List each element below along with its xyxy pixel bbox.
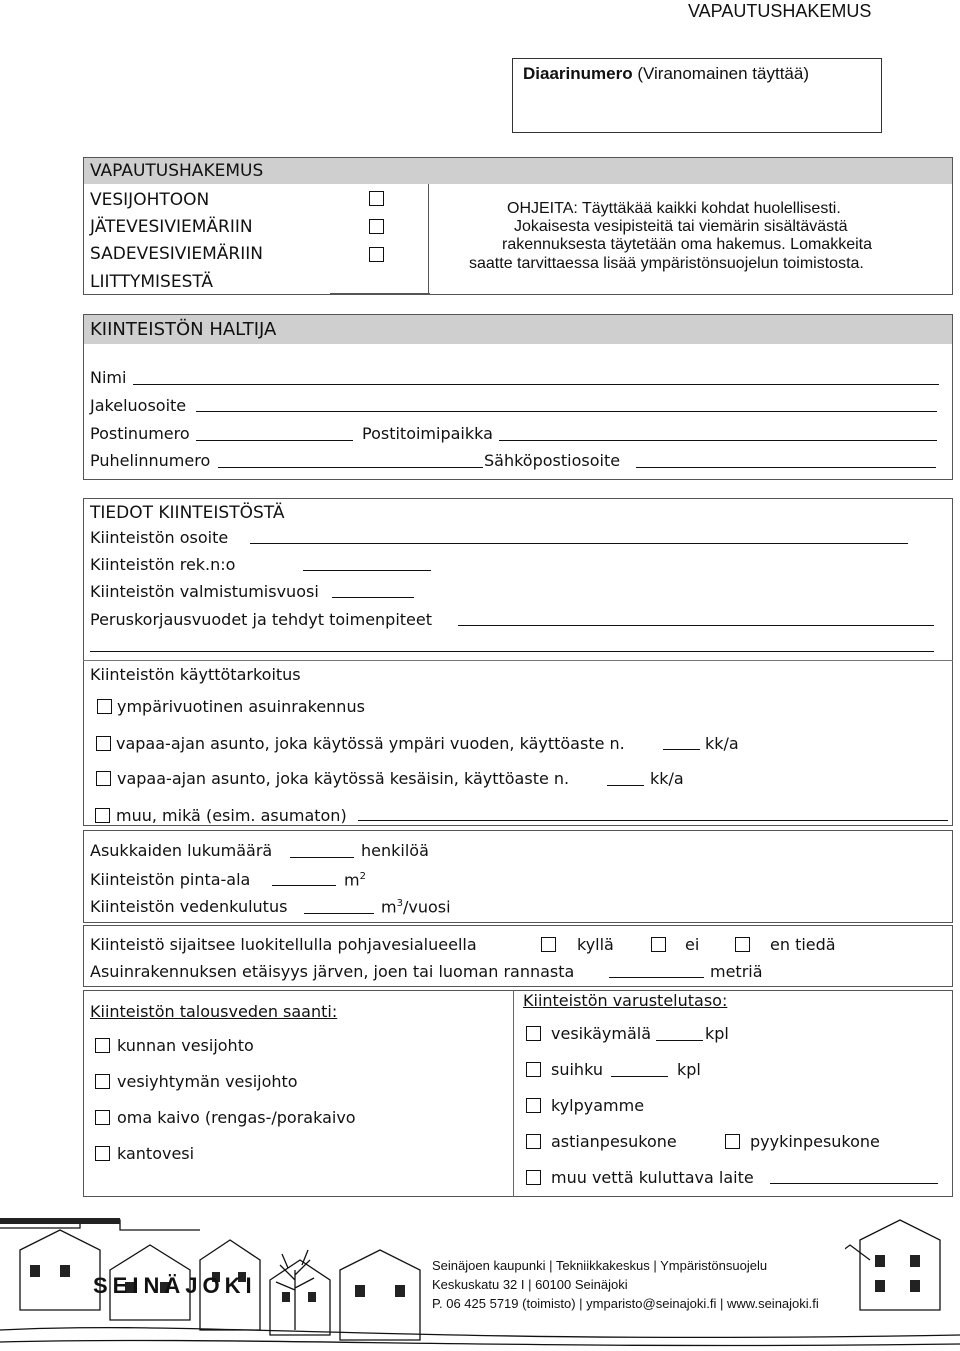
field-peruskorjaus-2[interactable] <box>90 651 934 652</box>
label-vesiyhtyma: vesiyhtymän vesijohto <box>117 1072 298 1091</box>
field-muu[interactable] <box>358 820 948 821</box>
checkbox-kantovesi[interactable] <box>95 1146 110 1161</box>
equipment-title: Kiinteistön varustelutaso: <box>523 991 728 1010</box>
label-nimi: Nimi <box>90 368 127 387</box>
field-postinumero[interactable] <box>196 440 353 441</box>
header-title: VAPAUTUSHAKEMUS <box>90 161 264 181</box>
label-email: Sähköpostiosoite <box>484 451 621 470</box>
supply-title: Kiinteistön talousveden saanti: <box>90 1002 338 1021</box>
header-divider <box>330 293 430 294</box>
supply-vertical-divider <box>513 990 514 1197</box>
instruction-line-3: rakennuksesta täytetään oma hakemus. Lomakkeita <box>502 236 872 253</box>
label-kylla: kyllä <box>577 935 614 954</box>
label-reknro: Kiinteistön rek.n:o <box>90 555 236 574</box>
checkbox-muu-laite[interactable] <box>526 1170 541 1185</box>
header-vertical-divider <box>428 184 429 294</box>
checkbox-vapaa-ajan-ymparivuotinen[interactable] <box>96 736 111 751</box>
checkbox-sadevesi[interactable] <box>369 247 384 262</box>
label-kayttotarkoitus: Kiinteistön käyttötarkoitus <box>90 665 301 684</box>
option-jatevesi: JÄTEVESIVIEMÄRIIN <box>90 217 253 237</box>
label-vapaa-ajan-kesa: vapaa-ajan asunto, joka käytössä kesäisin, käyttöaste n. <box>117 769 570 788</box>
property-title: TIEDOT KIINTEISTÖSTÄ <box>90 503 285 523</box>
unit-kpl-1: kpl <box>705 1024 729 1043</box>
page-title: VAPAUTUSHAKEMUS <box>688 1 872 21</box>
field-email[interactable] <box>636 467 936 468</box>
field-reknro[interactable] <box>303 570 431 571</box>
label-ei: ei <box>685 935 700 954</box>
label-kylpyamme: kylpyamme <box>551 1096 645 1115</box>
checkbox-oma-kaivo[interactable] <box>95 1110 110 1125</box>
checkbox-vesiyhtyma[interactable] <box>95 1074 110 1089</box>
field-muu-laite[interactable] <box>770 1183 938 1184</box>
label-pinta-ala: Kiinteistön pinta-ala <box>90 870 251 889</box>
label-peruskorjaus: Peruskorjausvuodet ja tehdyt toimenpiteet <box>90 610 433 629</box>
label-puhelin: Puhelinnumero <box>90 451 211 470</box>
field-etaisyys[interactable] <box>609 977 704 978</box>
checkbox-pyykinpesukone[interactable] <box>725 1134 740 1149</box>
field-kayttoaste-1[interactable] <box>663 749 700 750</box>
checkbox-suihku[interactable] <box>526 1062 541 1077</box>
unit-m2-sup: 2 <box>359 871 366 882</box>
unit-m3-vuosi <box>381 899 451 915</box>
footer-logo: SEINÄJOKI <box>93 1273 257 1298</box>
unit-kpl-2: kpl <box>677 1060 701 1079</box>
checkbox-vesijohtoon[interactable] <box>369 191 384 206</box>
field-peruskorjaus[interactable] <box>458 625 934 626</box>
holder-title: KIINTEISTÖN HALTIJA <box>90 319 277 340</box>
checkbox-kylpyamme[interactable] <box>526 1098 541 1113</box>
instruction-line-1: OHJEITA: Täyttäkää kaikki kohdat huolellisesti. <box>507 200 841 217</box>
unit-m2 <box>344 872 366 888</box>
field-suihku[interactable] <box>611 1076 668 1077</box>
label-suihku: suihku <box>551 1060 603 1079</box>
field-jakeluosoite[interactable] <box>196 411 937 412</box>
unit-m-2: m <box>381 897 397 917</box>
checkbox-kylla[interactable] <box>541 937 556 952</box>
label-en-tieda: en tiedä <box>770 935 836 954</box>
unit-metria: metriä <box>710 962 763 981</box>
label-pohjavesialue: Kiinteistö sijaitsee luokitellulla pohjavesialueella <box>90 935 477 954</box>
label-kantovesi: kantovesi <box>117 1144 195 1163</box>
label-muu: muu, mikä (esim. asumaton) <box>116 806 347 825</box>
field-nimi[interactable] <box>133 384 939 385</box>
footer-line-3: P. 06 425 5719 (toimisto) | ymparisto@seinajoki.fi | www.seinajoki.fi <box>432 1296 819 1311</box>
diaari-box[interactable] <box>512 58 882 133</box>
section-divider <box>83 660 953 661</box>
unit-vuosi: /vuosi <box>402 897 451 917</box>
field-vedenkulutus[interactable] <box>304 913 374 914</box>
field-puhelin[interactable] <box>218 467 483 468</box>
checkbox-ymparivuotinen[interactable] <box>97 699 112 714</box>
field-postitoimipaikka[interactable] <box>499 440 937 441</box>
supply-section <box>83 990 953 1197</box>
checkbox-en-tieda[interactable] <box>735 937 750 952</box>
unit-henkiloa: henkilöä <box>361 841 429 860</box>
label-pyykinpesukone: pyykinpesukone <box>750 1132 880 1151</box>
checkbox-astianpesukone[interactable] <box>526 1134 541 1149</box>
checkbox-vesikaymala[interactable] <box>526 1026 541 1041</box>
diaari-label: Diaarinumero <box>523 64 633 83</box>
field-kayttoaste-2[interactable] <box>607 785 644 786</box>
field-vesikaymala[interactable] <box>656 1040 703 1041</box>
field-pinta-ala[interactable] <box>272 885 336 886</box>
header-liittymisesta: LIITTYMISESTÄ <box>90 272 214 292</box>
option-sadevesi: SADEVESIVIEMÄRIIN <box>90 244 263 264</box>
checkbox-jatevesi[interactable] <box>369 219 384 234</box>
unit-kkpa-1: kk/a <box>705 734 739 753</box>
label-kunnan-vesijohto: kunnan vesijohto <box>117 1036 254 1055</box>
unit-kkpa-2: kk/a <box>650 769 684 788</box>
field-asukkaat[interactable] <box>290 857 354 858</box>
checkbox-ei[interactable] <box>651 937 666 952</box>
footer-line-2: Keskuskatu 32 I | 60100 Seinäjoki <box>432 1277 628 1292</box>
instruction-line-4: saatte tarvittaessa lisää ympäristönsuojelun toimistosta. <box>469 255 864 272</box>
label-astianpesukone: astianpesukone <box>551 1132 677 1151</box>
label-vapaa-ajan-ymparivuotinen: vapaa-ajan asunto, joka käytössä ympäri vuoden, käyttöaste n. <box>116 734 625 753</box>
footer-line-1: Seinäjoen kaupunki | Tekniikkakeskus | Ympäristönsuojelu <box>432 1258 768 1273</box>
checkbox-kunnan-vesijohto[interactable] <box>95 1038 110 1053</box>
field-valmistumisvuosi[interactable] <box>332 597 414 598</box>
option-vesijohtoon: VESIJOHTOON <box>90 190 210 210</box>
label-vesikaymala: vesikäymälä <box>551 1024 651 1043</box>
instruction-line-2: Jokaisesta vesipisteitä tai viemärin sisältävästä <box>514 218 848 235</box>
checkbox-vapaa-ajan-kesa[interactable] <box>96 771 111 786</box>
label-valmistumisvuosi: Kiinteistön valmistumisvuosi <box>90 582 319 601</box>
diaari-note: (Viranomainen täyttää) <box>632 64 809 83</box>
label-postitoimipaikka: Postitoimipaikka <box>362 424 493 443</box>
label-oma-kaivo: oma kaivo (rengas-/porakaivo <box>117 1108 356 1127</box>
label-osoite: Kiinteistön osoite <box>90 528 229 547</box>
label-vedenkulutus: Kiinteistön vedenkulutus <box>90 897 288 916</box>
field-osoite[interactable] <box>250 543 908 544</box>
label-etaisyys: Asuinrakennuksen etäisyys järven, joen tai luoman rannasta <box>90 962 575 981</box>
label-jakeluosoite: Jakeluosoite <box>90 396 187 415</box>
checkbox-muu[interactable] <box>95 808 110 823</box>
label-postinumero: Postinumero <box>90 424 190 443</box>
label-muu-laite: muu vettä kuluttava laite <box>551 1168 754 1187</box>
unit-m3-sup: 3 <box>396 898 403 909</box>
label-asukkaat: Asukkaiden lukumäärä <box>90 841 273 860</box>
unit-m: m <box>344 870 360 890</box>
label-ymparivuotinen: ympärivuotinen asuinrakennus <box>117 697 365 716</box>
